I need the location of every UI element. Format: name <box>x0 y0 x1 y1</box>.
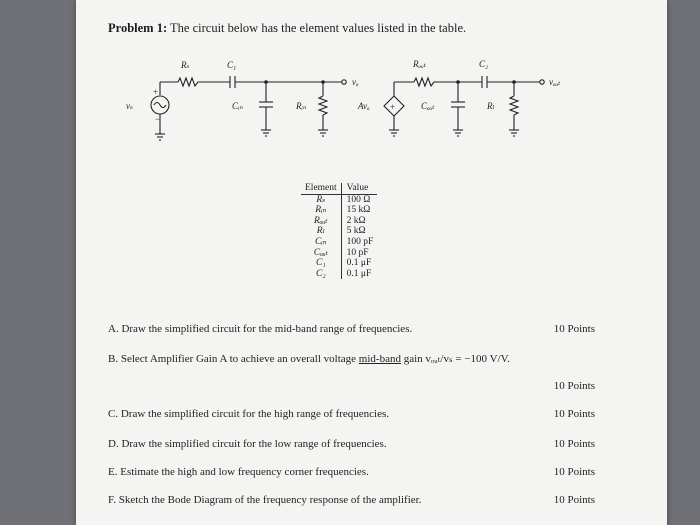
vout-terminal <box>540 80 544 84</box>
vs-label: vₛ <box>126 101 134 111</box>
question-a-points: 10 Points <box>553 323 595 335</box>
element-cell: C₂ <box>301 269 341 280</box>
value-cell: 15 kΩ <box>346 205 371 216</box>
question-b-text: B. Select Amplifier Gain A to achieve an overall voltage <box>108 353 359 365</box>
value-cell: 0.1 μF <box>346 268 372 279</box>
element-cell: C₁ <box>301 258 341 269</box>
c1-label: C₁ <box>227 60 237 70</box>
table-row <box>301 248 377 259</box>
question-a: A. Draw the simplified circuit for the mid-band range of frequencies. <box>108 323 413 335</box>
question-e: E. Estimate the high and low frequency corner frequencies. <box>108 466 369 478</box>
table-header-element: Element <box>301 183 341 194</box>
question-f: F. Sketch the Bode Diagram of the frequency response of the amplifier. <box>108 494 422 506</box>
value-cell: 100 pF <box>346 236 374 247</box>
table-row <box>301 216 377 227</box>
element-cell: Rᵢₙ <box>301 205 341 216</box>
c2-label: C₂ <box>479 59 489 69</box>
va-terminal <box>342 80 346 84</box>
question-d-points: 10 Points <box>553 438 595 450</box>
question-d: D. Draw the simplified circuit for the low range of frequencies. <box>108 438 387 450</box>
rs-label: Rₛ <box>181 60 190 70</box>
question-b-points: 10 Points <box>553 380 595 392</box>
table-row <box>301 237 377 248</box>
rl-label: Rₗ <box>487 101 495 111</box>
rin-resistor <box>319 96 327 115</box>
ava-label: Avₐ <box>358 101 370 111</box>
circuit-schematic <box>76 0 667 200</box>
value-cell: 10 pF <box>346 247 369 258</box>
rin-label: Rᵢₙ <box>296 101 307 111</box>
table-row <box>301 226 377 237</box>
question-b-underlined: mid-band <box>358 353 401 365</box>
question-b <box>108 352 510 365</box>
question-c: C. Draw the simplified circuit for the high range of frequencies. <box>108 408 390 420</box>
element-table <box>301 183 377 279</box>
value-cell: 100 Ω <box>346 194 371 205</box>
source-plus-sign: + <box>390 102 396 112</box>
table-row <box>301 194 377 205</box>
question-b-gain: gain vₒᵤₜ/vₛ = −100 V/V. <box>400 353 510 365</box>
table-row <box>301 205 377 216</box>
cout-label: Cₒᵤₜ <box>421 101 435 111</box>
vout-label: vₒᵤₜ <box>549 77 561 87</box>
table-row <box>301 269 377 280</box>
cin-label: Cᵢₙ <box>232 101 244 111</box>
problem-statement: The circuit below has the element values listed in the table. <box>170 21 467 35</box>
element-cell: Cₒᵤₜ <box>301 248 341 259</box>
rout-resistor <box>414 78 434 86</box>
va-label: vₐ <box>352 77 359 87</box>
value-cell: 0.1 μF <box>346 258 372 269</box>
value-cell: 2 kΩ <box>346 215 366 226</box>
question-f-points: 10 Points <box>553 494 595 506</box>
rl-resistor <box>510 96 518 115</box>
question-e-points: 10 Points <box>553 466 595 478</box>
rout-label: Rₒᵤₜ <box>413 59 426 69</box>
table-row <box>301 258 377 269</box>
value-cell: 5 kΩ <box>346 226 366 237</box>
vs-plus-sign: + <box>153 87 159 97</box>
rs-resistor <box>178 78 198 86</box>
table-header-value: Value <box>341 183 377 194</box>
problem-label: Problem 1: <box>108 21 168 35</box>
vs-minus-sign: − <box>155 114 161 124</box>
element-cell: Rₒᵤₜ <box>301 216 341 227</box>
element-cell: Rₗ <box>301 226 341 237</box>
document-page <box>76 0 667 525</box>
element-cell: Rₛ <box>301 194 341 205</box>
question-c-points: 10 Points <box>553 408 595 420</box>
element-cell: Cᵢₙ <box>301 237 341 248</box>
